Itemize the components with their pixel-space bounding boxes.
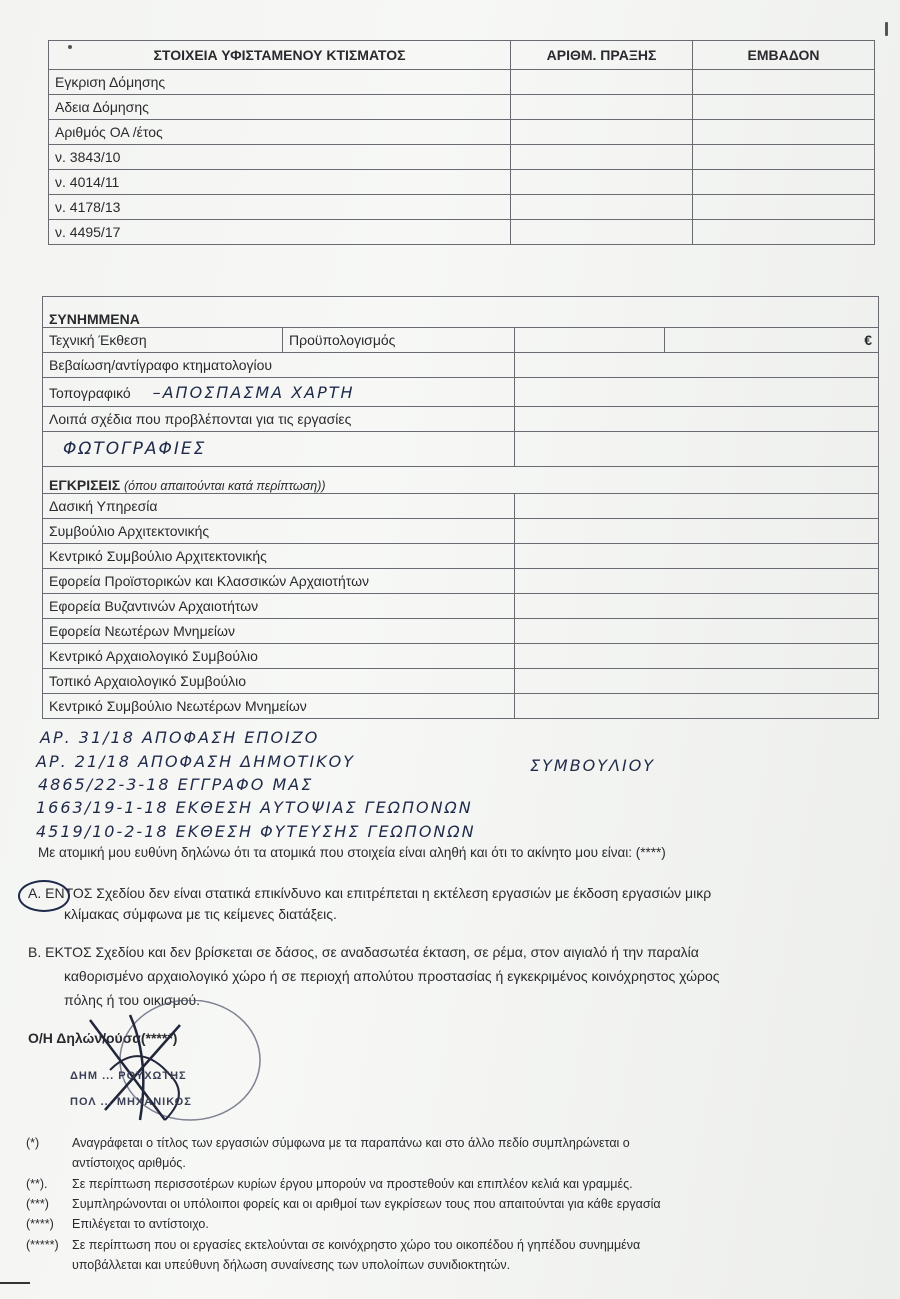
approval-label: Εφορεία Νεωτέρων Μνημείων	[43, 619, 515, 644]
photos-value-cell[interactable]	[515, 432, 879, 467]
building-header: ΣΤΟΙΧΕΙΑ ΥΦΙΣΤΑΜΕΝΟΥ ΚΤΙΣΜΑΤΟΣ	[49, 41, 511, 70]
topographic-handwritten: –ΑΠΟΣΠΑΣΜΑ ΧΑΡΤΗ	[152, 382, 355, 402]
option-a-line-2: κλίμακας σύμφωνα με τις κείμενες διατάξεις.	[64, 906, 337, 922]
topographic-row	[43, 378, 879, 407]
approval-cell[interactable]	[515, 494, 879, 519]
area-header: ΕΜΒΑΔΟΝ	[693, 41, 875, 70]
topographic-label: Τοπογραφικό	[49, 384, 131, 401]
topographic-value-cell[interactable]	[515, 378, 879, 407]
footnote-mark: (****)	[26, 1217, 54, 1231]
option-a-line-1: Α. ΕΝΤΟΣ Σχεδίου δεν είναι στατικά επικίνδυνο και επιτρέπεται η εκτέλεση εργασιών με έκδοση εργασιών μικρ	[28, 885, 712, 901]
attachments-title-row	[43, 297, 879, 328]
footnote-mark: (*****)	[26, 1238, 59, 1252]
tech-report-label: Τεχνική Έκθεση	[43, 328, 283, 353]
tech-report-row	[43, 328, 879, 353]
handwritten-approval: 4519/10-2-18 ΕΚΘΕΣΗ ΦΥΤΕΥΣΗΣ ΓΕΩΠΟΝΩΝ	[36, 822, 476, 841]
handwritten-approval: 4865/22-3-18 ΕΓΓΡΑΦΟ ΜΑΣ	[38, 775, 314, 794]
page-corner-mark	[885, 22, 888, 36]
action-number-cell[interactable]	[511, 120, 693, 145]
row-label: Αριθμός ΟΑ /έτος	[49, 120, 511, 145]
approval-label: Εφορεία Προϊστορικών και Κλασσικών Αρχαιοτήτων	[43, 569, 515, 594]
approvals-title: ΕΓΚΡΙΣΕΙΣ	[49, 477, 121, 493]
action-number-cell[interactable]	[511, 195, 693, 220]
table-row	[43, 644, 879, 669]
option-b-line-1: Β. ΕΚΤΟΣ Σχεδίου και δεν βρίσκεται σε δάσος, σε αναδασωτέα έκταση, σε ρέμα, στον αιγιαλό ή την παραλία	[28, 944, 699, 960]
stamp-line-1: ΔΗΜ ... ΡΟΥΧΩΤΗΣ	[70, 1070, 187, 1082]
footnote-mark: (***)	[26, 1197, 49, 1211]
topographic-cell	[43, 378, 515, 407]
table-row	[49, 70, 875, 95]
area-cell[interactable]	[693, 70, 875, 95]
attachments-title: ΣΥΝΗΜΜΕΝΑ	[43, 297, 879, 328]
cadastre-row	[43, 353, 879, 378]
building-data-table	[48, 40, 875, 245]
footnote	[26, 1177, 633, 1191]
approval-label: Κεντρικό Συμβούλιο Αρχιτεκτονικής	[43, 544, 515, 569]
footnote-text: Σε περίπτωση που οι εργασίες εκτελούνται σε κοινόχρηστο χώρο του οικοπέδου ή γηπέδου συνημμένα	[72, 1238, 641, 1252]
approvals-title-note: (όπου απαιτούνται κατά περίπτωση))	[124, 479, 326, 493]
handwritten-approval: 1663/19-1-18 ΕΚΘΕΣΗ ΑΥΤΟΨΙΑΣ ΓΕΩΠΟΝΩΝ	[36, 798, 473, 817]
approval-cell[interactable]	[515, 644, 879, 669]
option-b-line-3: πόλης ή του οικισμού.	[64, 992, 200, 1008]
action-number-cell[interactable]	[511, 220, 693, 245]
other-plans-cell[interactable]	[515, 407, 879, 432]
table-row	[49, 145, 875, 170]
table-row	[49, 195, 875, 220]
budget-cell[interactable]	[515, 328, 665, 353]
area-cell[interactable]	[693, 220, 875, 245]
table-row	[49, 220, 875, 245]
cadastre-label: Βεβαίωση/αντίγραφο κτηματολογίου	[43, 353, 515, 378]
approvals-title-cell	[43, 467, 879, 494]
table-row	[43, 669, 879, 694]
option-a-circle	[18, 880, 70, 912]
table-row	[49, 120, 875, 145]
row-label: Αδεια Δόμησης	[49, 95, 511, 120]
approval-label: Συμβούλιο Αρχιτεκτονικής	[43, 519, 515, 544]
action-number-cell[interactable]	[511, 70, 693, 95]
action-number-cell[interactable]	[511, 170, 693, 195]
footnote-text: υποβάλλεται και υπεύθυνη δήλωση συναίνεσης των υπολοίπων συνιδιοκτητών.	[72, 1258, 511, 1272]
footnote-text: Σε περίπτωση περισσοτέρων κυρίων έργου μπορούν να προστεθούν και επιπλέον κελιά και γραμμές.	[72, 1177, 633, 1191]
table-row	[43, 619, 879, 644]
table-row	[43, 594, 879, 619]
row-label: Εγκριση Δόμησης	[49, 70, 511, 95]
approval-cell[interactable]	[515, 594, 879, 619]
footnote	[26, 1197, 661, 1211]
footnote	[26, 1156, 186, 1170]
footnote-mark: (*)	[26, 1136, 40, 1150]
approval-cell[interactable]	[515, 694, 879, 719]
photos-handwritten: ΦΩΤΟΓΡΑΦΙΕΣ	[63, 439, 207, 459]
approval-label: Κεντρικό Αρχαιολογικό Συμβούλιο	[43, 644, 515, 669]
approval-cell[interactable]	[515, 519, 879, 544]
footnote-text: Επιλέγεται το αντίστοιχο.	[72, 1217, 209, 1231]
area-cell[interactable]	[693, 145, 875, 170]
table-row	[43, 519, 879, 544]
row-label: ν. 4014/11	[49, 170, 511, 195]
approval-cell[interactable]	[515, 619, 879, 644]
cadastre-cell[interactable]	[515, 353, 879, 378]
footnote	[26, 1258, 510, 1272]
table-row	[49, 170, 875, 195]
footnote-text: αντίστοιχος αριθμός.	[72, 1156, 186, 1170]
approval-cell[interactable]	[515, 569, 879, 594]
action-number-cell[interactable]	[511, 95, 693, 120]
approval-cell[interactable]	[515, 669, 879, 694]
approvals-title-row	[43, 467, 879, 494]
footnote-text: Συμπληρώνονται οι υπόλοιποι φορείς και οι αριθμοί των εγκρίσεων τους που απαιτούνται για κάθε εργασία	[72, 1197, 661, 1211]
approval-label: Εφορεία Βυζαντινών Αρχαιοτήτων	[43, 594, 515, 619]
page-edge-mark	[0, 1282, 30, 1284]
action-number-cell[interactable]	[511, 145, 693, 170]
handwritten-approval: ΑΡ. 31/18 ΑΠΟΦΑΣΗ ΕΠΟΙΖΟ	[40, 728, 320, 747]
handwritten-approval: ΑΡ. 21/18 ΑΠΟΦΑΣΗ ΔΗΜΟΤΙΚΟΥ	[36, 752, 356, 771]
row-label: ν. 3843/10	[49, 145, 511, 170]
approval-label: Τοπικό Αρχαιολογικό Συμβούλιο	[43, 669, 515, 694]
area-cell[interactable]	[693, 120, 875, 145]
other-plans-label: Λοιπά σχέδια που προβλέπονται για τις εργασίες	[43, 407, 515, 432]
row-label: ν. 4495/17	[49, 220, 511, 245]
footnote	[26, 1217, 209, 1231]
table-row	[43, 569, 879, 594]
declaration-intro: Με ατομική μου ευθύνη δηλώνω ότι τα ατομικά που στοιχεία είναι αληθή και ότι το ακίνητο μου είναι: (****)	[38, 845, 666, 860]
action-number-header: ΑΡΙΘΜ. ΠΡΑΞΗΣ	[511, 41, 693, 70]
photos-row	[43, 432, 879, 467]
footnote	[26, 1238, 640, 1252]
budget-label: Προϋπολογισμός	[283, 328, 515, 353]
approval-label: Δασική Υπηρεσία	[43, 494, 515, 519]
row-label: ν. 4178/13	[49, 195, 511, 220]
currency-symbol: €	[665, 328, 879, 353]
footnote-text: Αναγράφεται ο τίτλος των εργασιών σύμφωνα με τα παραπάνω και στο άλλο πεδίο συμπληρώνεται ο	[72, 1136, 630, 1150]
approval-cell[interactable]	[515, 544, 879, 569]
table-row	[49, 95, 875, 120]
handwritten-approval-extra: ΣΥΜΒΟΥΛΙΟΥ	[530, 756, 656, 775]
photos-cell	[43, 432, 515, 467]
table-row	[43, 694, 879, 719]
table-row	[43, 544, 879, 569]
stamp-line-2: ΠΟΛ ... ΜΗΧΑΝΙΚΟΣ	[70, 1096, 192, 1108]
signer-label: Ο/Η Δηλών/ούσα(*****)	[28, 1030, 178, 1046]
area-cell[interactable]	[693, 95, 875, 120]
table-row	[43, 494, 879, 519]
other-plans-row	[43, 407, 879, 432]
footnote	[26, 1136, 630, 1150]
table-header-row	[49, 41, 875, 70]
option-b-line-2: καθορισμένο αρχαιολογικό χώρο ή σε περιοχή απολύτου προστασίας ή εγκεκριμένος κοινόχρηστος χώρος	[64, 968, 720, 984]
attachments-approvals-table	[42, 296, 879, 719]
engineer-stamp	[70, 1000, 280, 1140]
area-cell[interactable]	[693, 170, 875, 195]
area-cell[interactable]	[693, 195, 875, 220]
approval-label: Κεντρικό Συμβούλιο Νεωτέρων Μνημείων	[43, 694, 515, 719]
footnote-mark: (**).	[26, 1177, 48, 1191]
